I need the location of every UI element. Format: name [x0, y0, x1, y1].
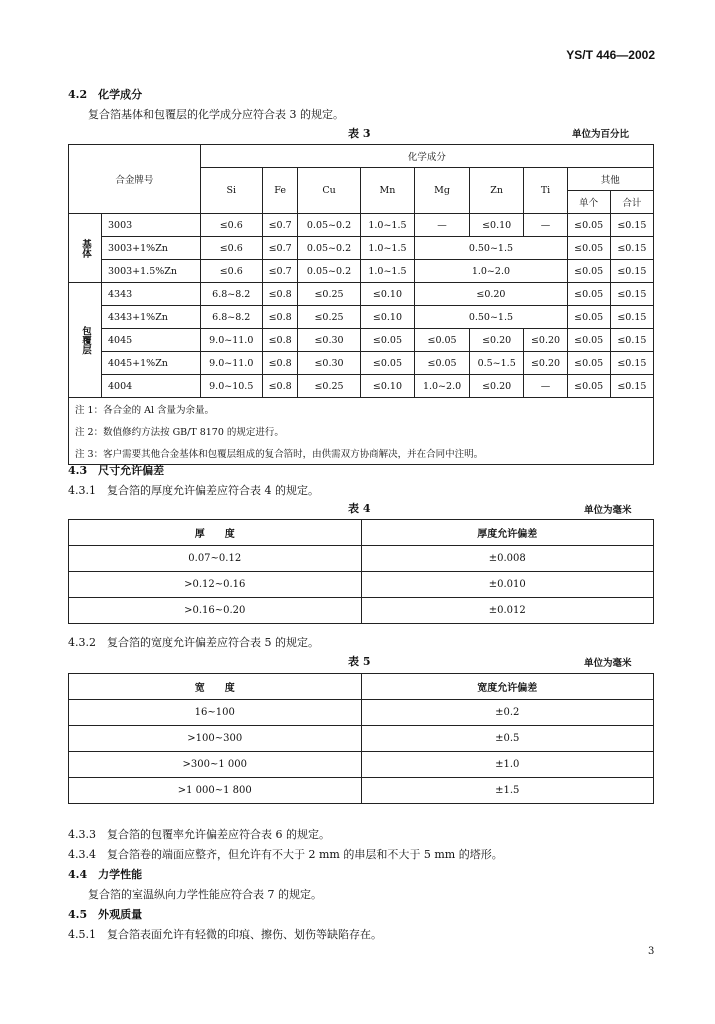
table-cell: ≤0.8 [262, 306, 298, 329]
table-cell: 4343 [102, 283, 201, 306]
table-cell: ≤0.6 [200, 237, 262, 260]
table-cell: 注 2：数值修约方法按 GB/T 8170 的规定进行。 [69, 420, 654, 442]
table4-unit: 单位为毫米 [584, 505, 632, 516]
table-cell: ≤0.30 [298, 352, 360, 375]
table-cell: ≤0.25 [298, 375, 360, 398]
table-row [69, 329, 654, 352]
table-cell: ≤0.10 [469, 214, 524, 237]
table-cell: ≤0.05 [567, 306, 610, 329]
table-cell: ≤0.20 [415, 283, 567, 306]
table-cell: 3003+1%Zn [102, 237, 201, 260]
table-cell: Si [200, 168, 262, 214]
table-row [69, 398, 654, 421]
table-cell: ≤0.10 [360, 283, 415, 306]
table-cell: Cu [298, 168, 360, 214]
table-cell: Mg [415, 168, 470, 214]
section-4-3-4: 4.3.4 复合箔卷的端面应整齐，但允许有不大于 2 mm 的串层和不大于 5 mm 的塔形。 [68, 848, 503, 861]
table-row [69, 726, 654, 752]
table-cell: 注 3：客户需要其他合金基体和包覆层组成的复合箔时，由供需双方协商解决，并在合同中注明。 [69, 442, 654, 465]
table-cell: 9.0~10.5 [200, 375, 262, 398]
table-cell: 6.8~8.2 [200, 283, 262, 306]
table5-caption: 表 5 [348, 655, 371, 668]
table-row [69, 778, 654, 804]
table-cell: ±1.0 [361, 752, 654, 778]
table-cell: ≤0.20 [469, 375, 524, 398]
table-cell: ≤0.15 [610, 283, 653, 306]
table-row [69, 752, 654, 778]
table-row [69, 306, 654, 329]
table-row [69, 598, 654, 624]
table-cell: ≤0.25 [298, 283, 360, 306]
table-row [69, 237, 654, 260]
table-cell: ≤0.05 [567, 214, 610, 237]
table-cell: ≤0.30 [298, 329, 360, 352]
table-cell: ≤0.10 [360, 306, 415, 329]
table-cell: 4045 [102, 329, 201, 352]
table-cell: ≤0.05 [567, 260, 610, 283]
section-4-2: 4.2 化学成分 [68, 88, 143, 101]
table-cell: ≤0.05 [567, 237, 610, 260]
table-cell: Fe [262, 168, 298, 214]
table-cell: 化学成分 [200, 145, 653, 168]
table-cell: 宽 度 [69, 674, 362, 700]
table-row [69, 214, 654, 237]
table-cell: 3003+1.5%Zn [102, 260, 201, 283]
table-cell: ≤0.05 [567, 283, 610, 306]
table-cell: Mn [360, 168, 415, 214]
table3-unit: 单位为百分比 [572, 129, 630, 140]
table-cell: ≤0.05 [567, 375, 610, 398]
table-4 [68, 519, 654, 624]
table-cell: 基体 [69, 214, 102, 283]
section-4-4-text: 复合箔的室温纵向力学性能应符合表 7 的规定。 [88, 888, 322, 901]
table-cell: >100~300 [69, 726, 362, 752]
table-cell: ±0.5 [361, 726, 654, 752]
table-row [69, 420, 654, 442]
table-cell: 包覆层 [69, 283, 102, 398]
table-row [69, 572, 654, 598]
section-4-3-2: 4.3.2 复合箔的宽度允许偏差应符合表 5 的规定。 [68, 636, 319, 649]
table-cell: ±1.5 [361, 778, 654, 804]
table-cell: >1 000~1 800 [69, 778, 362, 804]
table-cell: 宽度允许偏差 [361, 674, 654, 700]
table-cell: ≤0.05 [360, 329, 415, 352]
table-cell: 4045+1%Zn [102, 352, 201, 375]
table-cell: 0.05~0.2 [298, 237, 360, 260]
table-cell: ≤0.7 [262, 260, 298, 283]
table-cell: 4343+1%Zn [102, 306, 201, 329]
table-cell: ≤0.20 [469, 329, 524, 352]
table-cell: ≤0.7 [262, 237, 298, 260]
table-cell: 9.0~11.0 [200, 329, 262, 352]
table-cell: ≤0.10 [360, 375, 415, 398]
table-cell: 1.0~2.0 [415, 375, 470, 398]
section-4-3-3: 4.3.3 复合箔的包覆率允许偏差应符合表 6 的规定。 [68, 828, 330, 841]
table-cell: 1.0~2.0 [415, 260, 567, 283]
table-cell: ≤0.05 [567, 352, 610, 375]
table-cell: ±0.012 [361, 598, 654, 624]
table-cell: ≤0.8 [262, 352, 298, 375]
table-cell: ≤0.05 [360, 352, 415, 375]
table-cell: ≤0.20 [524, 329, 567, 352]
table-cell: 其他 [567, 168, 653, 191]
table-cell: ≤0.6 [200, 214, 262, 237]
table-row [69, 700, 654, 726]
table-cell: ≤0.15 [610, 306, 653, 329]
table-cell: 注 1：各合金的 Al 含量为余量。 [69, 398, 654, 421]
table4-caption: 表 4 [348, 502, 371, 515]
table-row [69, 375, 654, 398]
section-4-2-text: 复合箔基体和包覆层的化学成分应符合表 3 的规定。 [88, 108, 344, 121]
table-cell: ≤0.7 [262, 214, 298, 237]
table-cell: >0.12~0.16 [69, 572, 362, 598]
section-4-3: 4.3 尺寸允许偏差 [68, 464, 165, 477]
table-cell: 16~100 [69, 700, 362, 726]
table-cell: ≤0.15 [610, 237, 653, 260]
table-row [69, 520, 654, 546]
table-cell: 单个 [567, 191, 610, 214]
table-cell: 6.8~8.2 [200, 306, 262, 329]
table-cell: 厚 度 [69, 520, 362, 546]
table-cell: ≤0.05 [567, 329, 610, 352]
table-cell: ≤0.15 [610, 352, 653, 375]
table-cell: ≤0.15 [610, 375, 653, 398]
table-cell: ±0.010 [361, 572, 654, 598]
table-cell: ≤0.8 [262, 283, 298, 306]
table-cell: 0.5~1.5 [469, 352, 524, 375]
table-row [69, 352, 654, 375]
section-4-4: 4.4 力学性能 [68, 868, 143, 881]
table-cell: 1.0~1.5 [360, 237, 415, 260]
section-4-3-1: 4.3.1 复合箔的厚度允许偏差应符合表 4 的规定。 [68, 484, 319, 497]
table-cell: ≤0.15 [610, 260, 653, 283]
table-cell: 1.0~1.5 [360, 214, 415, 237]
table-row [69, 260, 654, 283]
table-cell: ≤0.8 [262, 375, 298, 398]
table-row [69, 145, 654, 168]
table-cell: ≤0.8 [262, 329, 298, 352]
table3-caption: 表 3 [348, 127, 371, 140]
table-cell: ≤0.15 [610, 329, 653, 352]
table-cell: 9.0~11.0 [200, 352, 262, 375]
table-cell: Ti [524, 168, 567, 214]
table-cell: ≤0.25 [298, 306, 360, 329]
table-cell: >300~1 000 [69, 752, 362, 778]
standard-number: YS/T 446—2002 [566, 48, 655, 62]
page-number: 3 [648, 946, 655, 957]
table5-unit: 单位为毫米 [584, 658, 632, 669]
table-cell: 厚度允许偏差 [361, 520, 654, 546]
table-cell: 合金牌号 [69, 145, 201, 214]
table-cell: — [415, 214, 470, 237]
table-5 [68, 673, 654, 804]
table-cell: ≤0.05 [415, 329, 470, 352]
section-4-5-1: 4.5.1 复合箔表面允许有轻微的印痕、擦伤、划伤等缺陷存在。 [68, 928, 382, 941]
table-cell: 4004 [102, 375, 201, 398]
table-3 [68, 144, 654, 465]
table-cell: 3003 [102, 214, 201, 237]
table-cell: 合计 [610, 191, 653, 214]
table-cell: 0.05~0.2 [298, 260, 360, 283]
table-cell: ≤0.05 [415, 352, 470, 375]
table-cell: 1.0~1.5 [360, 260, 415, 283]
table-cell: ±0.008 [361, 546, 654, 572]
table-cell: — [524, 214, 567, 237]
section-4-5: 4.5 外观质量 [68, 908, 143, 921]
table-cell: ±0.2 [361, 700, 654, 726]
table-cell: 0.50~1.5 [415, 306, 567, 329]
table-row [69, 283, 654, 306]
table-cell: 0.50~1.5 [415, 237, 567, 260]
table-cell: 0.07~0.12 [69, 546, 362, 572]
table-row [69, 674, 654, 700]
table-cell: 0.05~0.2 [298, 214, 360, 237]
table-cell: — [524, 375, 567, 398]
table-cell: ≤0.20 [524, 352, 567, 375]
table-cell: Zn [469, 168, 524, 214]
table-cell: ≤0.15 [610, 214, 653, 237]
table-cell: >0.16~0.20 [69, 598, 362, 624]
table-cell: ≤0.6 [200, 260, 262, 283]
table-row [69, 546, 654, 572]
